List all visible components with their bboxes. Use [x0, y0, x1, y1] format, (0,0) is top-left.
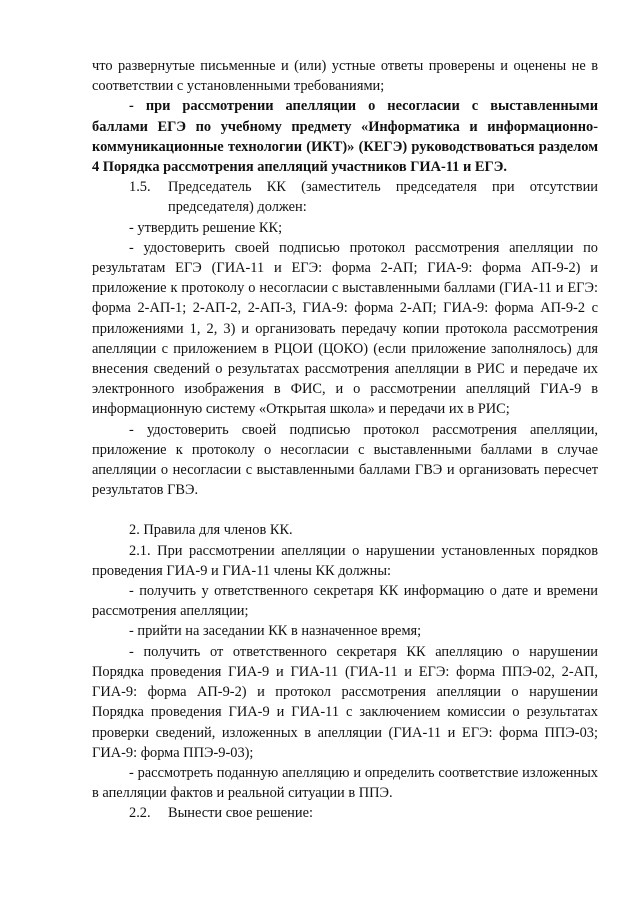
paragraph-kege-appeal-text: - при рассмотрении апелляции о несогласии с выставленными баллами ЕГЭ по учебному предмету «Информатика и информационно-коммуникационные технологии (ИКТ)» (КЕГЭ) руководствоваться разделом 4 Порядка рассмотрения апелляций участников ГИА-11 и ЕГЭ. [92, 98, 598, 176]
section-2-heading: 2. Правила для членов КК. [129, 522, 293, 539]
item-1-5-number: 1.5. [129, 179, 151, 196]
duty-sign-gve-protocol: - удостоверить своей подписью протокол рассмотрения апелляции, приложение к протоколу о несогласии с выставленными баллами в случае апелляции о несогласии с выставленными баллами ГВЭ и организовать пересчет результатов ГВЭ. [92, 421, 598, 499]
duty-approve-decision: - утвердить решение КК; [129, 219, 283, 236]
duty-sign-protocol: - удостоверить своей подписью протокол рассмотрения апелляции по результатам ЕГЭ (ГИА-11 и ЕГЭ: форма 2-АП; ГИА-9: форма АП-9-2) и приложение к протоколу о несогласии с выставленными баллами (ГИА-11 и ЕГЭ: форма 2-АП-1; 2-АП-2, 2-АП-3, ГИА-9: форма 2-АП; ГИА-9: форма АП-9-2 с приложениями 1, 2, 3) и организовать передачу копии протокола рассмотрения апелляции с приложением в РЦОИ (ЦОКО) (если приложение заполнялось) для внесения сведений о результатах рассмотрения апелляции в РИС и передаче их электронного изображения в ФИС, и о рассмотрении апелляций ГИА-9 в информационную систему «Открытая школа» и передачи их в РИС; [92, 239, 598, 418]
duty-review-appeal: - рассмотреть поданную апелляцию и определить соответствие изложенных в апелляции фактов и реальной ситуации в ППЭ. [92, 764, 598, 802]
item-2-1-number: 2.1. [129, 542, 151, 559]
duty-receive-appeal: - получить от ответственного секретаря КК апелляцию о нарушении Порядка проведения ГИА-9 и ГИА-11 (ГИА-11 и ЕГЭ: форма ППЭ-02, 2-АП, ГИА-9: форма АП-9-2) и протокол рассмотрения апелляции о нарушении Порядка проведения ГИА-9 и ГИА-11 с заключением комиссии о результатах проверки сведений, изложенных в апелляции (ГИА-11 и ЕГЭ: форма ППЭ-03; ГИА-9: форма ППЭ-9-03); [92, 643, 598, 761]
section-spacer [92, 500, 598, 520]
paragraph-kege-appeal [92, 96, 598, 177]
item-1-5 [92, 177, 598, 217]
duty-get-info: - получить у ответственного секретаря КК информацию о дате и времени рассмотрения апелляции; [92, 583, 598, 620]
item-1-5-text: Председатель КК (заместитель председателя при отсутствии председателя) должен: [168, 179, 598, 216]
item-2-1 [92, 541, 598, 581]
item-2-2-text: Вынести свое решение: [168, 805, 313, 822]
item-2-1-text: При рассмотрении апелляции о нарушении установленных порядков проведения ГИА-9 и ГИА-11 члены КК должны: [92, 542, 598, 579]
item-2-2-number: 2.2. [129, 805, 151, 822]
paragraph-continuation: что развернутые письменные и (или) устные ответы проверены и оценены не в соответствии с установленными требованиями; [92, 58, 598, 95]
document-body [92, 56, 598, 824]
item-2-2 [92, 803, 598, 823]
duty-attend-meeting: - прийти на заседании КК в назначенное время; [129, 623, 422, 640]
